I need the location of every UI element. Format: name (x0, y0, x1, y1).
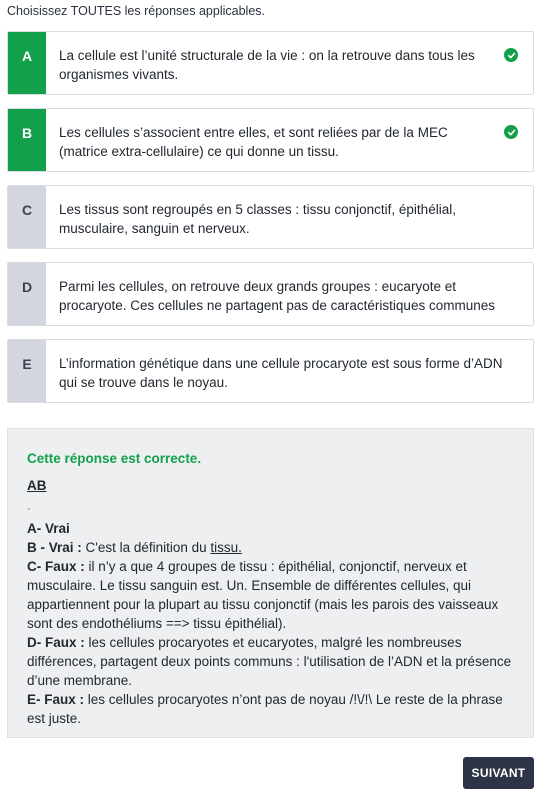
option-a-letter: A (8, 32, 46, 94)
explanation-a-label: A- Vrai (27, 521, 70, 536)
feedback-answer: AB (27, 478, 47, 493)
option-e-letter: E (8, 340, 46, 402)
explanation-d-label: D- Faux : (27, 635, 85, 650)
feedback-separator: - (27, 504, 31, 515)
option-a[interactable] (7, 31, 534, 95)
explanation-b-link: tissu. (210, 540, 242, 555)
explanation-e-label: E- Faux : (27, 692, 85, 707)
option-a-text: La cellule est l’unité structurale de la vie : on la retrouve dans tous les organismes vivants. (59, 48, 475, 82)
option-d[interactable] (7, 262, 534, 326)
explanation-c-label: C- Faux : (27, 559, 85, 574)
explanation-d (27, 633, 514, 690)
instruction-text: Choisissez TOUTES les réponses applicables. (7, 4, 265, 18)
feedback-panel (7, 428, 534, 738)
explanation-d-text: les cellules procaryotes et eucaryotes, malgré les nombreuses différences, partagent deux points communs : l'utilisation de l’ADN et la présence d’une membrane. (27, 635, 512, 688)
check-icon (504, 125, 518, 139)
explanation-c-text: il n’y a que 4 groupes de tissu : épithélial, conjonctif, nerveux et musculaire. Le tissu sanguin est. Un. Ensemble de différentes cellules, qui appartiennent pour la plupart au tissu conjonctif (mais les parois des vaisseaux sont des endothéliums ==> tissu épithélial). (27, 559, 499, 631)
option-d-letter: D (8, 263, 46, 325)
explanation-e (27, 690, 514, 728)
option-c-letter: C (8, 186, 46, 248)
option-b-text: Les cellules s’associent entre elles, et sont reliées par de la MEC (matrice extra-cellulaire) ce qui donne un tissu. (59, 125, 448, 159)
explanation-c (27, 557, 514, 633)
next-button[interactable]: SUIVANT (463, 757, 534, 789)
check-icon (504, 48, 518, 62)
option-e[interactable] (7, 339, 534, 403)
option-c-text: Les tissus sont regroupés en 5 classes : tissu conjonctif, épithélial, musculaire, sanguin et nerveux. (59, 202, 456, 236)
option-d-text: Parmi les cellules, on retrouve deux grands groupes : eucaryote et procaryote. Ces cellules ne partagent pas de caractéristiques communes (59, 279, 495, 313)
feedback-explanations (27, 519, 514, 728)
explanation-b (27, 538, 514, 557)
option-b[interactable] (7, 108, 534, 172)
option-c[interactable] (7, 185, 534, 249)
option-e-text: L’information génétique dans une cellule procaryote est sous forme d’ADN qui se trouve dans le noyau. (59, 356, 503, 390)
explanation-b-label: B - Vrai : (27, 540, 82, 555)
explanation-e-text: les cellules procaryotes n’ont pas de noyau /!\/!\ Le reste de la phrase est juste. (27, 692, 503, 726)
feedback-title: Cette réponse est correcte. (27, 451, 202, 466)
explanation-b-text: C'est la définition du (81, 540, 211, 555)
option-b-letter: B (8, 109, 46, 171)
